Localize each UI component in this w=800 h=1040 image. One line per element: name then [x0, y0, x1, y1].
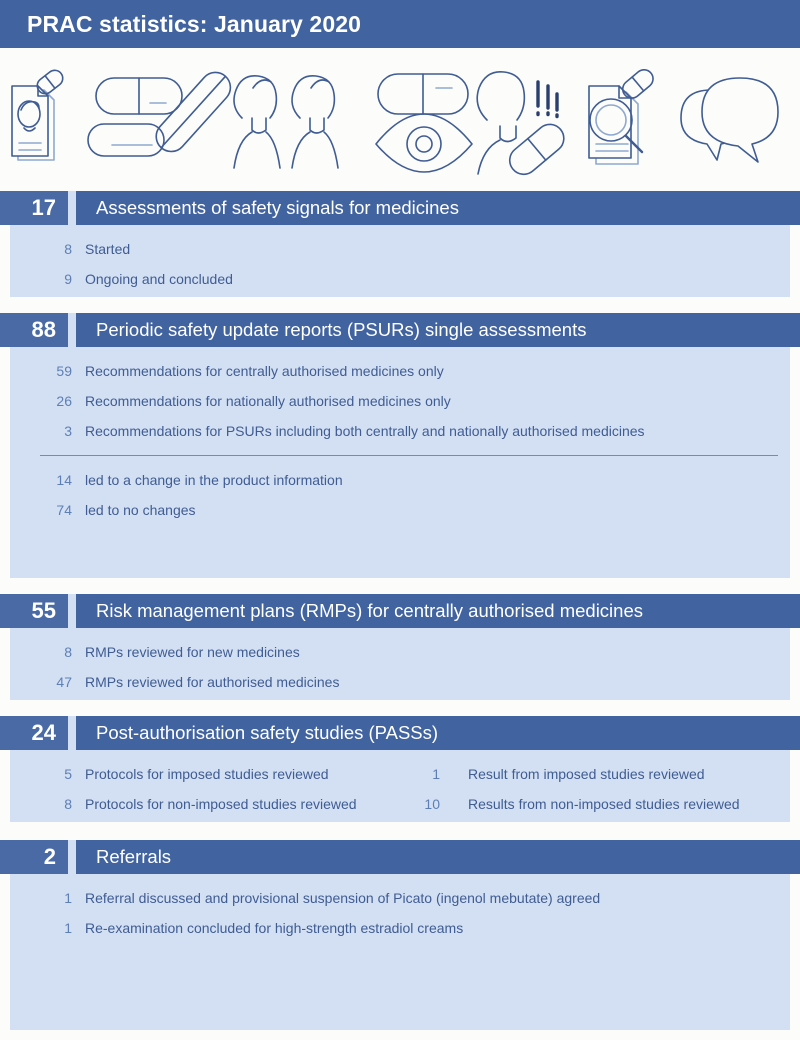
section-rows: [10, 225, 790, 294]
row-label-secondary: Result from imposed studies reviewed: [468, 766, 705, 782]
row-label: Started: [85, 241, 131, 257]
section-rmp: [10, 594, 790, 700]
list-item: [10, 234, 790, 264]
document-with-magnifier-and-capsule-icon: [589, 66, 657, 164]
list-item: [10, 465, 790, 495]
section-header: [10, 840, 790, 874]
page-title: PRAC statistics: January 2020: [27, 11, 361, 37]
list-item: [10, 913, 790, 943]
row-number-secondary: 10: [424, 796, 440, 812]
section-count-badge: 88: [0, 313, 68, 347]
section-divider: [40, 455, 778, 456]
row-label: Protocols for imposed studies reviewed: [85, 766, 329, 782]
row-label: Recommendations for nationally authorised medicines only: [85, 393, 451, 409]
section-title: Post-authorisation safety studies (PASSs): [96, 722, 439, 743]
section-title: Referrals: [96, 846, 172, 867]
section-title-bar: [76, 191, 800, 225]
row-label: Recommendations for PSURs including both centrally and nationally authorised medicines: [85, 423, 645, 439]
row-number: 59: [56, 363, 72, 379]
section-title: Periodic safety update reports (PSURs) single assessments: [96, 319, 587, 340]
row-label: RMPs reviewed for authorised medicines: [85, 674, 340, 690]
capsules-icon: [88, 66, 237, 157]
row-label-secondary: Results from non-imposed studies reviewed: [468, 796, 740, 812]
section-count-badge: 55: [0, 594, 68, 628]
section-title-bar: [76, 840, 800, 874]
row-label: Re-examination concluded for high-strength estradiol creams: [85, 920, 464, 936]
list-item: [10, 759, 790, 789]
row-number: 14: [56, 472, 72, 488]
section-header: [10, 191, 790, 225]
section-safety-signals: [10, 191, 790, 297]
list-item: [10, 637, 790, 667]
person-with-alert-and-capsule-icon: [477, 72, 569, 180]
section-rows: [10, 874, 790, 943]
list-item: [10, 386, 790, 416]
capsule-and-eye-icon: [376, 74, 472, 172]
row-number-secondary: 1: [432, 766, 440, 782]
row-number: 1: [64, 920, 72, 936]
list-item: [10, 416, 790, 446]
list-item: [10, 667, 790, 697]
row-label: Protocols for non-imposed studies reviewed: [85, 796, 357, 812]
section-rows: [10, 628, 790, 697]
section-header: [10, 313, 790, 347]
two-people-icon: [234, 76, 338, 168]
section-title: Risk management plans (RMPs) for centrally authorised medicines: [96, 600, 643, 621]
row-number: 9: [64, 271, 72, 287]
section-title-bar: [76, 594, 800, 628]
section-count-badge: 2: [0, 840, 68, 874]
section-header: [10, 716, 790, 750]
list-item: [10, 495, 790, 525]
row-label: Referral discussed and provisional suspension of Picato (ingenol mebutate) agreed: [85, 890, 601, 906]
list-item: [10, 356, 790, 386]
row-label: Recommendations for centrally authorised medicines only: [85, 363, 444, 379]
row-label: led to a change in the product information: [85, 472, 343, 488]
section-pass: [10, 716, 790, 822]
list-item: [10, 789, 790, 819]
speech-bubbles-icon: [681, 78, 778, 162]
section-title: Assessments of safety signals for medicines: [96, 197, 459, 218]
section-rows: [10, 347, 790, 525]
section-count-badge: 24: [0, 716, 68, 750]
header-bar: [0, 0, 800, 48]
row-number: 8: [64, 241, 72, 257]
row-label: RMPs reviewed for new medicines: [85, 644, 300, 660]
document-with-person-and-capsule-icon: [12, 67, 66, 160]
row-number: 47: [56, 674, 72, 690]
section-title-bar: [76, 716, 800, 750]
row-label: led to no changes: [85, 502, 196, 518]
section-psur: [10, 313, 790, 578]
illustration-band: [0, 48, 800, 181]
row-number: 8: [64, 796, 72, 812]
row-number: 74: [56, 502, 72, 518]
section-count-badge: 17: [0, 191, 68, 225]
row-number: 8: [64, 644, 72, 660]
section-rows: [10, 750, 790, 819]
section-title-bar: [76, 313, 800, 347]
section-header: [10, 594, 790, 628]
list-item: [10, 264, 790, 294]
section-referrals: [10, 840, 790, 1030]
row-number: 3: [64, 423, 72, 439]
list-item: [10, 883, 790, 913]
row-number: 1: [64, 890, 72, 906]
row-number: 5: [64, 766, 72, 782]
row-number: 26: [56, 393, 72, 409]
row-label: Ongoing and concluded: [85, 271, 233, 287]
